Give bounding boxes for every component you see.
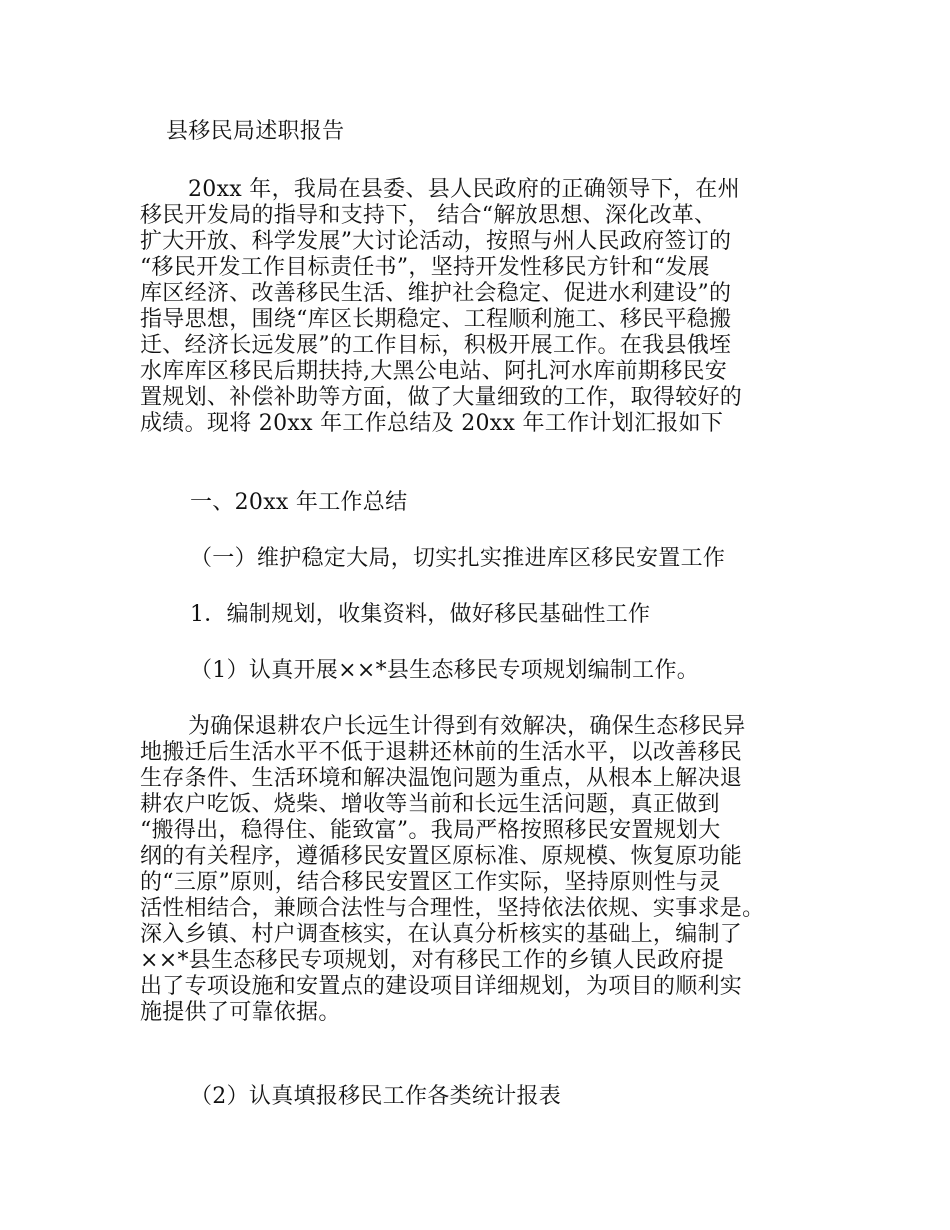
subsubsection-heading: 1．编制规划，收集资料，做好移民基础性工作: [190, 602, 651, 627]
paragraph-line: 指导思想，围绕“库区长期稳定、工程顺利施工、移民平稳搬: [140, 307, 732, 332]
paragraph-line: “搬得出，稳得住、能致富”。我局严格按照移民安置规划大: [140, 818, 721, 843]
paragraph-line: “移民开发工作目标责任书”，坚持开发性移民方针和“发展: [140, 255, 710, 280]
paragraph-line: 迁、经济长远发展”的工作目标，积极开展工作。在我县俄垤: [140, 333, 732, 358]
paragraph-line: 出了专项设施和安置点的建设项目详细规划，为项目的顺利实: [140, 974, 743, 999]
intro-paragraph: [140, 177, 830, 437]
item-heading: （2）认真填报移民工作各类统计报表: [190, 1084, 562, 1109]
paragraph-line: 水库库区移民后期扶持,大黑公电站、阿扎河水库前期移民安: [140, 359, 728, 384]
section-heading: 一、20xx 年工作总结: [190, 490, 408, 515]
item-heading: （1）认真开展××*县生态移民专项规划编制工作。: [190, 658, 700, 683]
paragraph-line: 置规划、补偿补助等方面，做了大量细致的工作，取得较好的: [140, 385, 743, 410]
paragraph-line: 活性相结合，兼顾合法性与合理性，坚持依法依规、实事求是。: [140, 896, 765, 921]
paragraph-line: 库区经济、改善移民生活、维护社会稳定、促进水利建设”的: [140, 281, 732, 306]
paragraph-line: 生存条件、生活环境和解决温饱问题为重点，从根本上解决退: [140, 766, 743, 791]
paragraph-line: ××*县生态移民专项规划，对有移民工作的乡镇人民政府提: [140, 948, 724, 973]
paragraph-line: 的“三原”原则，结合移民安置区工作实际，坚持原则性与灵: [140, 870, 721, 895]
body-paragraph: [140, 714, 830, 1026]
paragraph-line: 纲的有关程序，遵循移民安置区原标准、原规模、恢复原功能: [140, 844, 743, 869]
subsection-heading: （一）维护稳定大局，切实扎实推进库区移民安置工作: [190, 546, 726, 571]
paragraph-line: 深入乡镇、村户调查核实，在认真分析核实的基础上，编制了: [140, 922, 743, 947]
paragraph-line: 移民开发局的指导和支持下， 结合“解放思想、深化改革、: [140, 203, 717, 228]
paragraph-line: 耕农户吃饭、烧柴、增收等当前和长远生活问题，真正做到: [140, 792, 720, 817]
paragraph-line: 施提供了可靠依据。: [140, 1000, 341, 1025]
paragraph-line: 扩大开放、科学发展”大讨论活动，按照与州人民政府签订的: [140, 229, 732, 254]
document-title: 县移民局述职报告: [166, 119, 345, 144]
paragraph-line: 20xx 年，我局在县委、县人民政府的正确领导下，在州: [188, 177, 740, 202]
paragraph-line: 为确保退耕农户长远生计得到有效解决，确保生态移民异: [188, 714, 746, 739]
paragraph-line: 成绩。现将 20xx 年工作总结及 20xx 年工作计划汇报如下: [140, 411, 724, 436]
paragraph-line: 地搬迁后生活水平不低于退耕还林前的生活水平，以改善移民: [140, 740, 743, 765]
